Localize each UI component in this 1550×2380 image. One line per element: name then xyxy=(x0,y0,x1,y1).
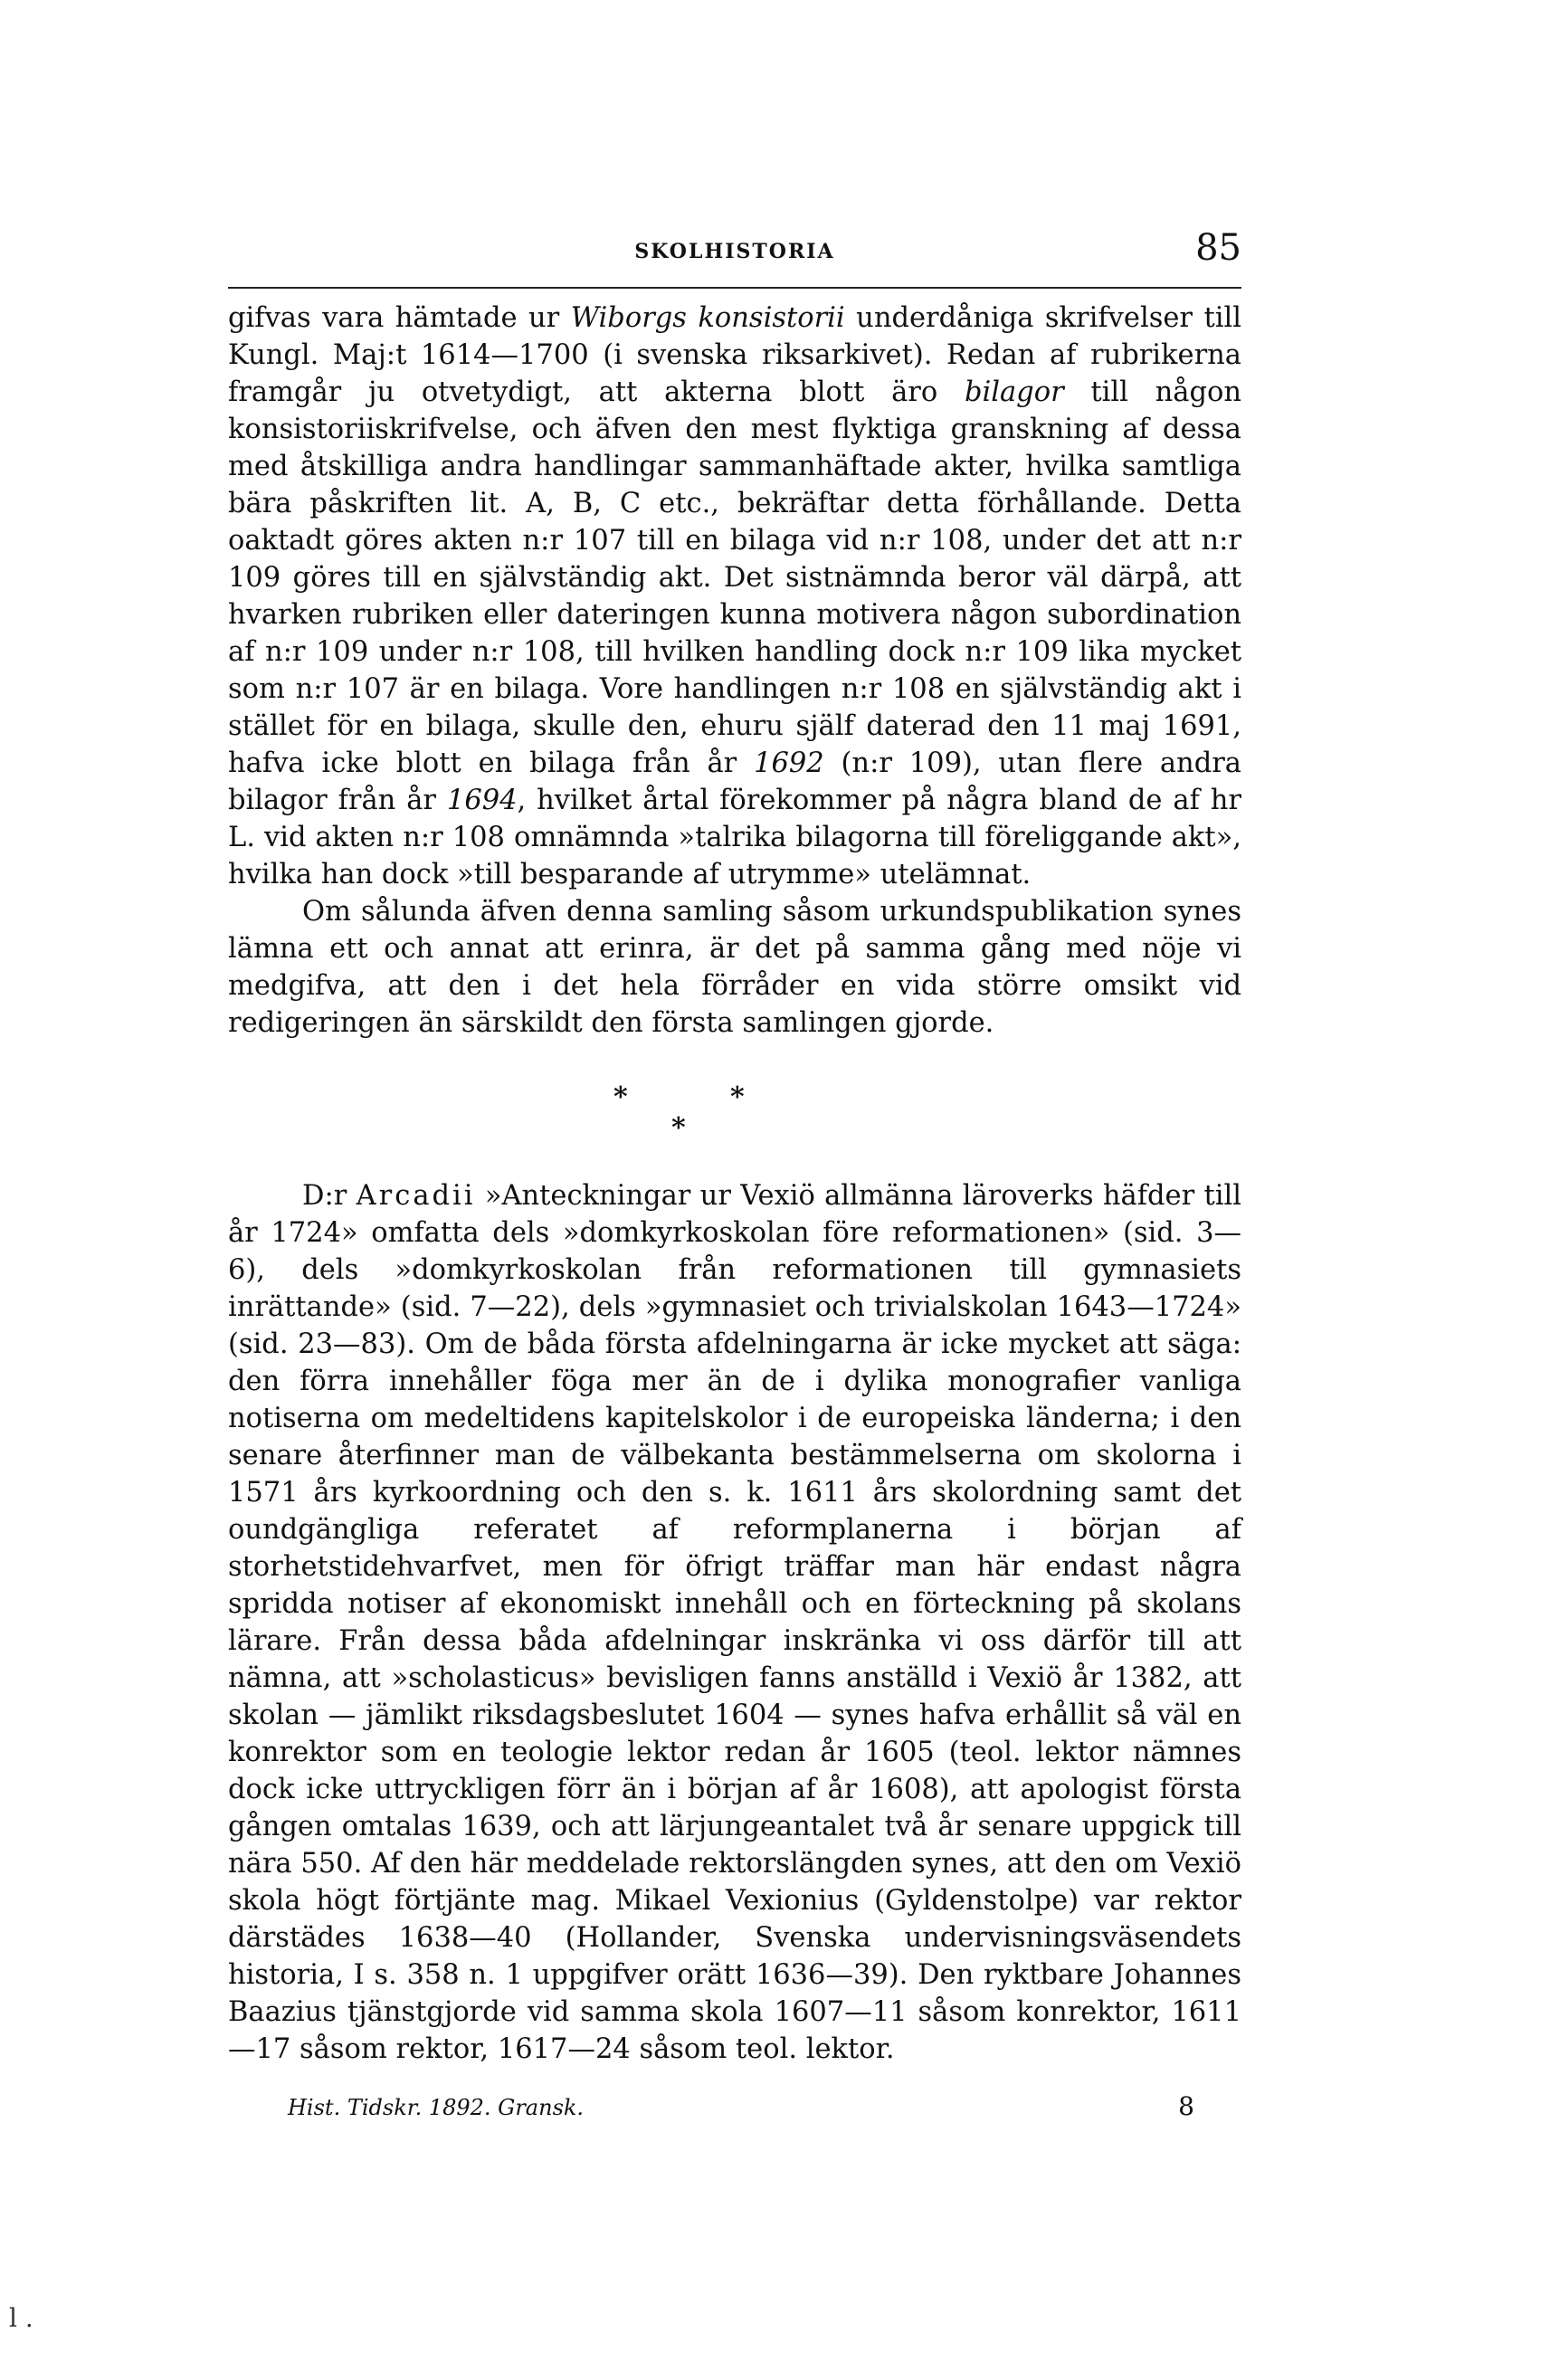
paragraph-3-text: »Anteckningar ur Vexiö allmänna läroverks häfder till år 1724» omfatta dels »domkyrkoskolan före reformationen» (sid. 3—6), dels »domkyrkoskolan från reformationen till gymnasiets inrättande» (sid. 7—22), dels »gymnasiet och trivialskolan 1643—1724» (sid. 23—83). Om de båda första afdelningarna är icke mycket att säga: den förra innehåller föga mer än de i dylika monografier vanliga notiserna om medeltidens kapitelskolor i de europeiska länderna; i den senare återfinner man de välbekanta bestämmelserna om skolorna i 1571 års kyrkoordning och den s. k. 1611 års skolordning samt det oundgängliga referatet af reformplanerna i början af storhetstidehvarfvet, men för öfrigt träffar man här endast några spridda notiser af ekonomiskt innehåll och en förteckning på skolans lärare. Från dessa båda afdelningar inskränka vi oss därför till att nämna, att »scholasticus» bevisligen fanns anställd i Vexiö år 1382, att skolan — jämlikt riksdagsbeslutet 1604 — synes hafva erhållit så väl en konrektor som en teologie lektor redan år 1605 (teol. lektor nämnes dock icke uttryckligen förr än i början af år 1608), att apologist första gången omtalas 1639, och att lärjungeantalet två år senare uppgick till nära 550. Af den här meddelade rektorslängden synes, att den om Vexiö skola högt förtjänte mag. Mikael Vexionius (Gyldenstolpe) var rektor därstädes 1638—40 (Hollander, Svenska undervisningsväsendets historia, I s. 358 n. 1 uppgifver orätt 1636—39). Den ryktbare Johannes Baazius tjänstgjorde vid samma skola 1607—11 såsom konrektor, 1611—17 såsom rektor, 1617—24 såsom teol. lektor. xyxy=(228,1180,1241,2065)
section-separator xyxy=(228,1042,1241,1177)
running-head xyxy=(228,227,1241,285)
paragraph-1-text: till någon konsistoriiskrifvelse, och äfven den mest flyktiga granskning af dessa med åtskilliga andra handlingar sammanhäftade akter, hvilka samtliga bära påskriften lit. A, B, C etc., bekräftar detta förhållande. Detta oaktadt göres akten n:r 107 till en bilaga vid n:r 108, under det att n:r 109 göres till en självständig akt. Det sistnämnda beror väl därpå, att hvarken rubriken eller dateringen kunna motivera någon subordination af n:r 109 under n:r 108, till hvilken handling dock n:r 109 lika mycket som n:r 107 är en bilaga. Vore handlingen n:r 108 en självständig akt i stället för en bilaga, skulle den, ehuru själf daterad den 11 maj 1691, hafva icke blott en bilaga från år xyxy=(228,376,1241,779)
italic-year: 1692 xyxy=(754,747,824,779)
paragraph-1-text: , hvilket årtal förekommer på några bland de af hr L. vid akten n:r 108 omnämnda »talrika bilagorna till föreliggande akt», hvilka han dock »till besparande af utrymme» utelämnat. xyxy=(228,785,1241,890)
corner-mark: l . xyxy=(9,2303,33,2333)
page-number: 85 xyxy=(1195,227,1241,269)
paragraph-1-text: (n:r 109), utan flere andra bilagor från år xyxy=(228,747,1241,816)
italic-term: bilagor xyxy=(964,376,1064,408)
signature-mark: 8 xyxy=(1178,2091,1194,2121)
page xyxy=(228,227,1241,2140)
paragraph-3 xyxy=(228,1177,1241,2068)
journal-reference: Hist. Tidskr. 1892. Gransk. xyxy=(288,2095,585,2120)
header-rule xyxy=(228,287,1241,289)
paragraph-1-text: underdåniga skrifvelser till Kungl. Maj:t 1614—1700 (i svenska riksarkivet). Redan af rubrikerna framgår ju otvetydigt, att akterna blott äro xyxy=(228,302,1241,408)
italic-term: Wiborgs konsistorii xyxy=(570,302,845,334)
page-footer xyxy=(228,2086,1241,2140)
asterisk: * xyxy=(613,1081,628,1113)
italic-year: 1694 xyxy=(446,785,518,816)
paragraph-2: Om sålunda äfven denna samling såsom urkundspublikation synes lämna ett och annat att erinra, är det på samma gång med nöje vi medgifva, att den i det hela förråder en vida större omsikt vid redigeringen än särskildt den första samlingen gjorde. xyxy=(228,896,1241,1039)
asterisk: * xyxy=(730,1081,745,1113)
asterisk: * xyxy=(671,1112,686,1144)
paragraph-3-text: D:r xyxy=(302,1180,357,1212)
running-head-title: SKOLHISTORIA xyxy=(634,240,835,263)
spaced-name: Arcadii xyxy=(356,1180,476,1212)
paragraph-1 xyxy=(228,300,1241,893)
paragraph-1-text: gifvas vara hämtade ur xyxy=(228,302,571,334)
